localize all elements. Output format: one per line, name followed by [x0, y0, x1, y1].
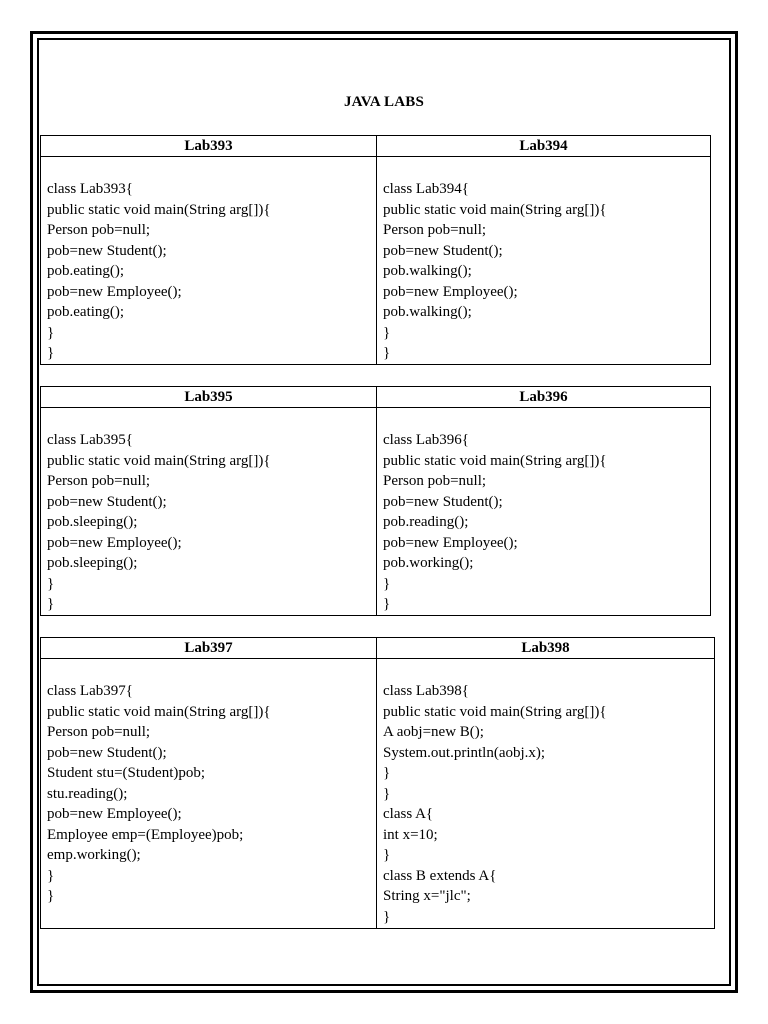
- code-block: [383, 659, 710, 927]
- code-line: }: [383, 765, 391, 781]
- code-line: A aobj=new B();: [383, 724, 484, 740]
- code-line: }: [383, 575, 391, 592]
- lab-table-row-3: [40, 637, 715, 929]
- lab-table-row-2: [40, 386, 711, 616]
- code-line: emp.working();: [47, 847, 141, 863]
- code-line: Person pob=null;: [47, 724, 151, 740]
- code-block: [47, 659, 372, 907]
- code-line: }: [47, 867, 55, 884]
- code-line: pob=new Student();: [383, 493, 503, 510]
- code-line: pob.walking();: [383, 263, 472, 279]
- lab-table-row-1: [40, 135, 711, 365]
- code-line: System.out.println(aobj.x);: [383, 744, 546, 761]
- code-line: }: [383, 324, 391, 341]
- code-line: }: [47, 575, 55, 592]
- lab-cell-left: [41, 387, 377, 616]
- code-line: Person pob=null;: [47, 222, 151, 238]
- code-block: [47, 157, 372, 364]
- code-line: public static void main(String arg[]){: [47, 452, 271, 469]
- code-line: pob=new Student();: [383, 242, 503, 259]
- lab-cell-right: [377, 136, 711, 365]
- code-line: String x="jlc";: [383, 888, 471, 904]
- code-line: public static void main(String arg[]){: [47, 201, 271, 218]
- code-block: [383, 157, 706, 364]
- code-line: pob.sleeping();: [47, 555, 138, 571]
- lab-cell-left: [41, 136, 377, 365]
- code-line: pob=new Student();: [47, 242, 167, 259]
- code-line: class A{: [383, 806, 434, 822]
- lab-name: Lab394: [377, 136, 710, 157]
- code-line: pob.walking();: [383, 304, 472, 320]
- code-line: pob=new Employee();: [383, 283, 518, 300]
- code-line: Person pob=null;: [383, 222, 487, 238]
- code-line: pob.eating();: [47, 263, 125, 279]
- code-line: }: [47, 888, 55, 904]
- lab-name: Lab398: [377, 638, 714, 659]
- code-line: stu.reading();: [47, 785, 128, 802]
- code-line: Person pob=null;: [383, 473, 487, 489]
- code-line: pob.working();: [383, 555, 474, 571]
- code-line: }: [383, 847, 391, 863]
- code-line: }: [383, 785, 391, 802]
- code-line: }: [47, 324, 55, 341]
- code-line: }: [383, 908, 391, 925]
- code-line: public static void main(String arg[]){: [383, 703, 607, 720]
- code-line: pob.eating();: [47, 304, 125, 320]
- code-line: pob=new Employee();: [47, 806, 182, 822]
- code-line: public static void main(String arg[]){: [383, 452, 607, 469]
- code-line: int x=10;: [383, 826, 438, 843]
- code-line: pob=new Employee();: [383, 534, 518, 551]
- lab-name: Lab396: [377, 387, 710, 408]
- code-line: pob=new Student();: [47, 493, 167, 510]
- code-line: Person pob=null;: [47, 473, 151, 489]
- lab-cell-left: [41, 638, 377, 929]
- lab-name: Lab395: [41, 387, 376, 408]
- code-line: Student stu=(Student)pob;: [47, 765, 206, 781]
- code-line: class Lab393{: [47, 181, 133, 197]
- code-line: pob.sleeping();: [47, 514, 138, 530]
- code-line: pob=new Employee();: [47, 283, 182, 300]
- lab-name: Lab397: [41, 638, 376, 659]
- code-line: }: [47, 345, 55, 361]
- code-line: class Lab397{: [47, 683, 133, 699]
- code-line: class Lab398{: [383, 683, 469, 699]
- code-line: }: [47, 596, 55, 612]
- code-line: }: [383, 596, 391, 612]
- code-line: pob.reading();: [383, 514, 469, 530]
- code-line: pob=new Student();: [47, 744, 167, 761]
- code-line: class Lab396{: [383, 432, 469, 448]
- code-line: class B extends A{: [383, 867, 497, 884]
- code-line: public static void main(String arg[]){: [383, 201, 607, 218]
- lab-cell-right: [377, 387, 711, 616]
- code-line: class Lab394{: [383, 181, 469, 197]
- code-line: }: [383, 345, 391, 361]
- code-line: class Lab395{: [47, 432, 133, 448]
- page-title: JAVA LABS: [343, 94, 425, 110]
- lab-cell-right: [377, 638, 715, 929]
- code-block: [47, 408, 372, 615]
- code-line: Employee emp=(Employee)pob;: [47, 826, 244, 843]
- code-line: public static void main(String arg[]){: [47, 703, 271, 720]
- code-line: pob=new Employee();: [47, 534, 182, 551]
- lab-name: Lab393: [41, 136, 376, 157]
- code-block: [383, 408, 706, 615]
